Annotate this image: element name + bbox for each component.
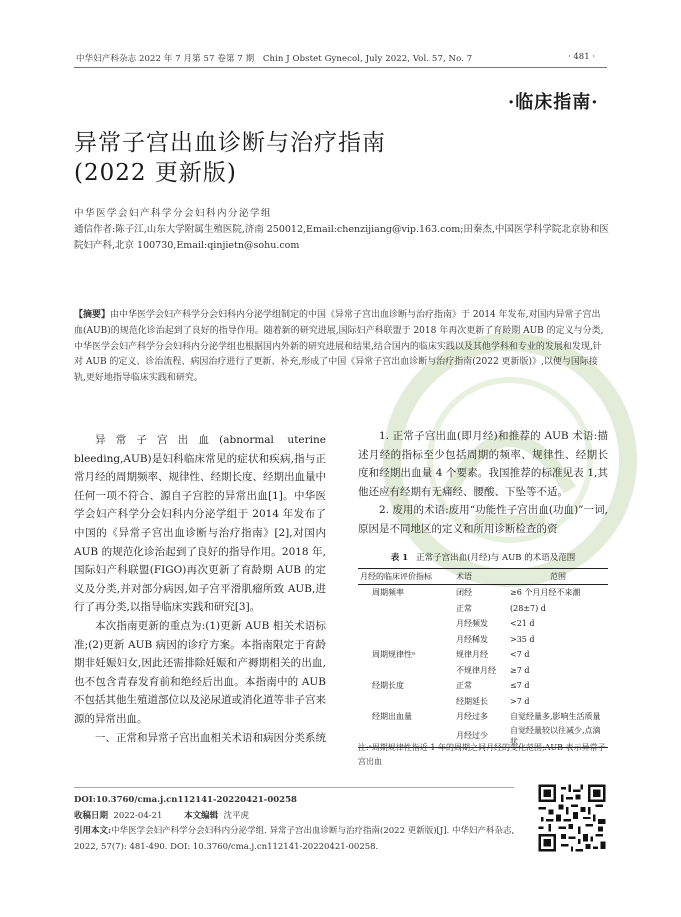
body-column-left [74,431,326,747]
abstract-text: 由中华医学会妇产科学分会妇科内分泌学组制定的中国《异常子宫出血诊断与治疗指南》于 2014 年发布,对国内异常子宫出血(AUB)的规范化诊治起到了良好的指导作用。随着新的研究进展,国际妇产科联盟于 2018 年再次更新了育龄期 AUB 的定义与分类,中华医学会妇产科学分会妇科内分泌学组也根据国内外新的研究进展和结果,结合国内的临床实践以及其他学科和专业的发展和发现,针对 AUB 的定义、诊治流程、病因治疗进行了更新、补充,形成了中国《异常子宫出血诊断与治疗指南(2022 更新版)》,以便与国际接轨,更好地指导临床实践和研究。 [74,310,604,384]
qr-code-icon[interactable] [536,782,608,854]
body-paragraph: 2. 废用的术语:废用“功能性子宫出血(功血)”一词,原因是不同地区的定义和所用诊断检查的资 [358,504,608,535]
table-row: 经期出血量 月经过多 自觉经量多,影响生活质量 [372,712,601,722]
body-column-right [358,427,608,539]
table-caption [358,551,608,563]
citation: 引用本文:中华医学会妇产科学分会妇科内分泌学组. 异常子宫出血诊断与治疗指南(2022 更新版)[J]. 中华妇产科杂志, 2022, 57(7): 481-490. DOI: 10.3760/cma.j.cn112141-20220421-00258. [74,826,515,852]
table-number: 表 1 [390,553,409,563]
table-note: 注:ᵃ周期规律性指近 1 年的周期之间月经的变化范围;AUB 表示异常子宫出血 [358,743,606,766]
footer-divider [74,787,514,788]
table-row: 不规律月经 ≥7 d [456,665,530,675]
table-row: 周期规律性ᵃ 规律月经 <7 d [372,650,530,660]
article-footer [74,793,524,855]
table-header: 月经的临床评价指标 [358,569,454,585]
table-row: 经期延长 >7 d [456,696,530,706]
received-date: 收稿日期 2022-04-21 本文编辑 沈平虎 [74,810,249,821]
terms-table [358,568,608,748]
table-row: 月经稀发 >35 d [456,634,535,644]
table-header: 范围 [508,569,608,585]
section-heading: 一、正常和异常子宫出血相关术语和病因分类系统 [95,731,326,744]
body-paragraph: 异常子宫出血(abnormal uterine bleeding,AUB)是妇科临床常见的症状和疾病,指与正常月经的周期频率、规律性、经期长度、经期出血量中任何一项不符合、源自子宫腔的异常出血[1]。中华医学会妇产科学分会妇科内分泌学组于 2014 年发布了中国的《异常子宫出血诊断与治疗指南》[2],对国内 AUB 的规范化诊治起到了良好的指导作用。2018 年,国际妇产科联盟(FIGO)再次更新了育龄期 AUB 的定义及分类,并对部分病因,如子宫平滑肌瘤所致 AUB,进行了再分类,以指导临床实践和研究[3]。 [74,434,326,614]
table-row: 月经频发 <21 d [456,619,535,629]
author-block [74,206,609,254]
table-row: 经期长度 正常 ≤7 d [372,681,530,691]
table-header-row [358,569,608,585]
section-tag: ·临床指南· [508,92,599,113]
abstract-label: 【摘要】 [74,310,111,320]
title-line-1: 异常子宫出血诊断与治疗指南 [74,130,386,156]
corresponding-authors: 通信作者:陈子江,山东大学附属生殖医院,济南 250012,Email:chenzijiang@vip.163.com;田秦杰,中国医学科学院北京协和医院妇产科,北京 100730,Email:qinjietn@sohu.com [74,224,609,251]
page-number: · 481 · [568,52,596,62]
table-caption-text: 正常子宫出血(月经)与 AUB 的术语及范围 [416,553,576,563]
table-row: 正常 (28±7) d [456,603,546,613]
doi: DOI:10.3760/cma.j.cn112141-20220421-00258 [74,795,297,805]
article-title [74,128,386,188]
header-divider [74,67,607,68]
table-row: 月经过少 自觉经量较以往减少,点滴状 [358,725,608,748]
title-line-2: (2022 更新版) [74,160,237,186]
table-row: 周期频率 闭经 ≥6 个月月经不来潮 [372,588,581,598]
body-paragraph: 本次指南更新的重点为:(1)更新 AUB 相关术语标准;(2)更新 AUB 病因的诊疗方案。本指南限定于育龄期非妊娠妇女,因此还需排除妊娠和产褥期相关的出血,也不包含青春发育前和绝经后出血。本指南中的 AUB 不包括其他生殖道部位以及泌尿道或消化道等非子宫来源的异常出血。 [74,619,326,725]
body-paragraph: 1. 正常子宫出血(即月经)和推荐的 AUB 术语:描述月经的指标至少包括周期的频率、规律性、经期长度和经期出血量 4 个要素。我国推荐的标准见表 1,其他还应有经期有无痛经、腰酸、下坠等不适。 [358,430,608,498]
journal-running-header: 中华妇产科杂志 2022 年 7 月第 57 卷第 7 期 Chin J Obstet Gynecol, July 2022, Vol. 57, No. 7 [76,54,473,64]
table-header: 术语 [454,569,508,585]
abstract [74,308,607,387]
author-organization: 中华医学会妇产科学分会妇科内分泌学组 [74,208,273,219]
